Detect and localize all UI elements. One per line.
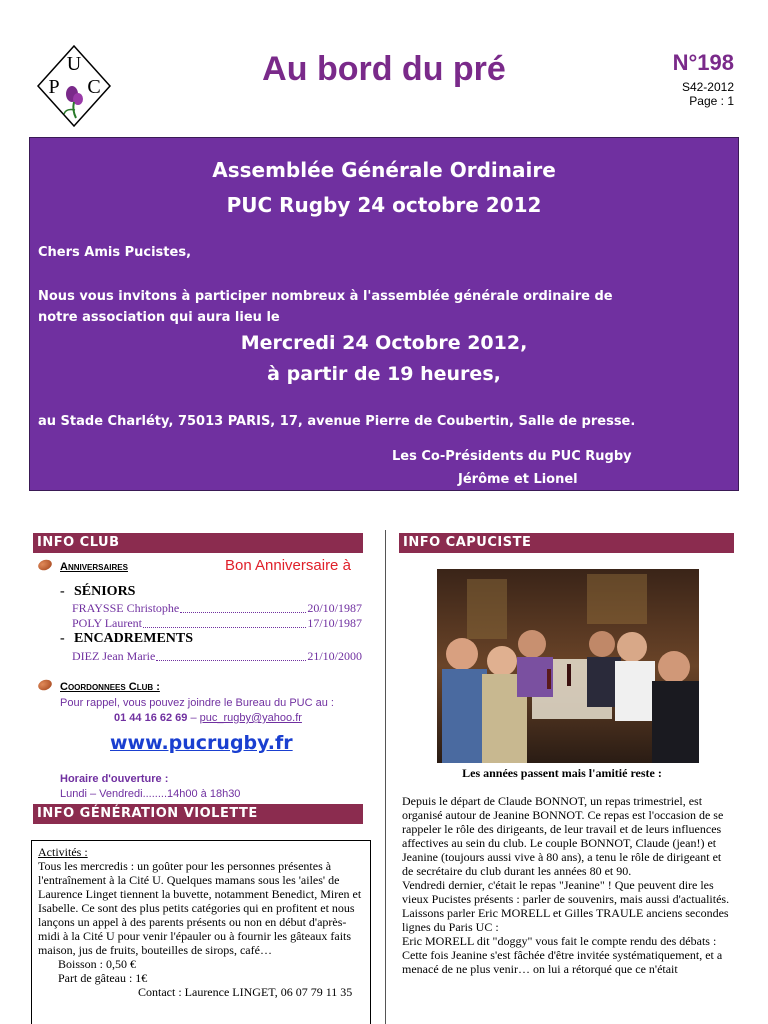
article-paragraph: Depuis le départ de Claude BONNOT, un repas trimestriel, est organisé autour de Jeanine BONNOT. Ce repas est l'occasion de se rappeler le rôle des dirigeants, de leur travail et de leurs influences affectives au sein du club. Le couple BONNOT, Claude (jean!) et Jeanine (toujours aussi vive à 80 ans), a tenu le rôle de dirigeant et de secrétaire du club durant les années 80 et 90. [402, 794, 724, 878]
page-number: Page : 1 [689, 94, 734, 108]
price-cake: Part de gâteau : 1€ [58, 971, 148, 985]
activities-title: Activités : [38, 845, 88, 859]
birthday-date: 17/10/1987 [307, 616, 362, 630]
birthday-name: POLY Laurent [72, 616, 143, 630]
activities-text: Tous les mercredis : un goûter pour les personnes présentes à l'entraînement à la Cité U. Quelques mamans sous les 'ailes' de Laurence Linget tiennent la buvette, notamment Benedict, Miren et Isabelle. Ce sont des plus petits catégories qui en profitent et nous lançons un appel à des parents présents ou non en début d'après-midi à la Cité U pour venir l'épauler ou à fournir les gâteaux faits maison, jus de fruits, bouteilles de sirops, café… [38, 859, 362, 957]
birthday-date: 20/10/1987 [307, 601, 362, 615]
banner-signature-2: Jérôme et Lionel [458, 472, 578, 487]
banner-invite-line-1: Nous vous invitons à participer nombreux à l'assemblée générale ordinaire de [38, 289, 613, 304]
birthday-entry [72, 601, 362, 616]
banner-signature-1: Les Co-Présidents du PUC Rugby [392, 449, 632, 464]
coordonnees-text: Pour rappel, vous pouvez joindre le Bureau du PUC au : [60, 697, 334, 709]
birthday-name: DIEZ Jean Marie [72, 649, 156, 663]
phone-number: 01 44 16 62 69 [114, 712, 188, 724]
banner-invite-line-2: notre association qui aura lieu le [38, 310, 280, 325]
encadrements-title: - ENCADREMENTS [60, 631, 194, 646]
email-link[interactable]: puc_rugby@yahoo.fr [199, 712, 302, 724]
banner-title-2: PUC Rugby 24 octobre 2012 [226, 193, 542, 217]
info-club-header: INFO CLUB [33, 533, 363, 553]
info-capuciste-header: INFO CAPUCISTE [399, 533, 734, 553]
capuciste-article [402, 794, 732, 976]
banner-time: à partir de 19 heures, [267, 363, 501, 385]
anniversary-title: Bon Anniversaire à [225, 557, 351, 574]
article-paragraph: Eric MORELL dit "doggy" vous fait le compte rendu des débats : [402, 934, 717, 948]
seniors-title: - SÉNIORS [60, 584, 136, 599]
banner-title-1: Assemblée Générale Ordinaire [212, 158, 556, 182]
logo-letter-p: P [48, 76, 60, 98]
coordonnees-label: Coordonnees Club : [60, 681, 160, 693]
group-dinner-photo [437, 569, 699, 763]
banner-place: au Stade Charléty, 75013 PARIS, 17, avenue Pierre de Coubertin, Salle de presse. [38, 414, 636, 429]
contact-line: 01 44 16 62 69 – puc_rugby@yahoo.fr [114, 712, 302, 724]
price-drink: Boisson : 0,50 € [58, 957, 137, 971]
activities-box [31, 840, 371, 1024]
column-divider [385, 530, 386, 1024]
issue-number: N°198 [672, 50, 734, 75]
birthday-entry [72, 649, 362, 664]
activities-contact: Contact : Laurence LINGET, 06 07 79 11 35 [138, 985, 353, 999]
anniversaires-label: Anniversaires [60, 561, 128, 573]
website-link[interactable]: www.pucrugby.fr [110, 732, 293, 754]
banner-date: Mercredi 24 Octobre 2012, [240, 332, 528, 354]
article-paragraph: Cette fois Jeanine s'est fâchée d'être invitée systématiquement, et a menacé de ne plus venir… on lui a rétorqué que ce n'était [402, 948, 723, 976]
generation-violette-header: INFO GÉNÉRATION VIOLETTE [33, 804, 363, 824]
hours-text: Lundi – Vendredi........14h00 à 18h30 [60, 788, 241, 800]
assembly-banner [29, 137, 739, 491]
article-paragraph: Laissons parler Eric MORELL et Gilles TRAULE anciens secondes lignes du Paris UC : [402, 906, 729, 934]
hours-title: Horaire d'ouverture : [60, 773, 169, 785]
article-paragraph: Vendredi dernier, c'était le repas "Jeanine" ! Que peuvent dire les vieux Pucistes présents : parler de souvenirs, mais aussi d'actualités. [402, 878, 730, 906]
logo-letter-c: C [87, 76, 101, 98]
issue-code: S42-2012 [681, 80, 734, 94]
rugby-ball-icon [37, 678, 54, 692]
birthday-name: FRAYSSE Christophe [72, 601, 180, 615]
rugby-ball-icon [37, 558, 54, 572]
photo-caption: Les années passent mais l'amitié reste : [462, 766, 662, 780]
newsletter-title: Au bord du pré [262, 50, 506, 88]
birthday-entry [72, 616, 362, 631]
birthday-date: 21/10/2000 [307, 649, 362, 663]
banner-greeting: Chers Amis Pucistes, [38, 245, 192, 260]
logo-letter-u: U [66, 53, 82, 75]
